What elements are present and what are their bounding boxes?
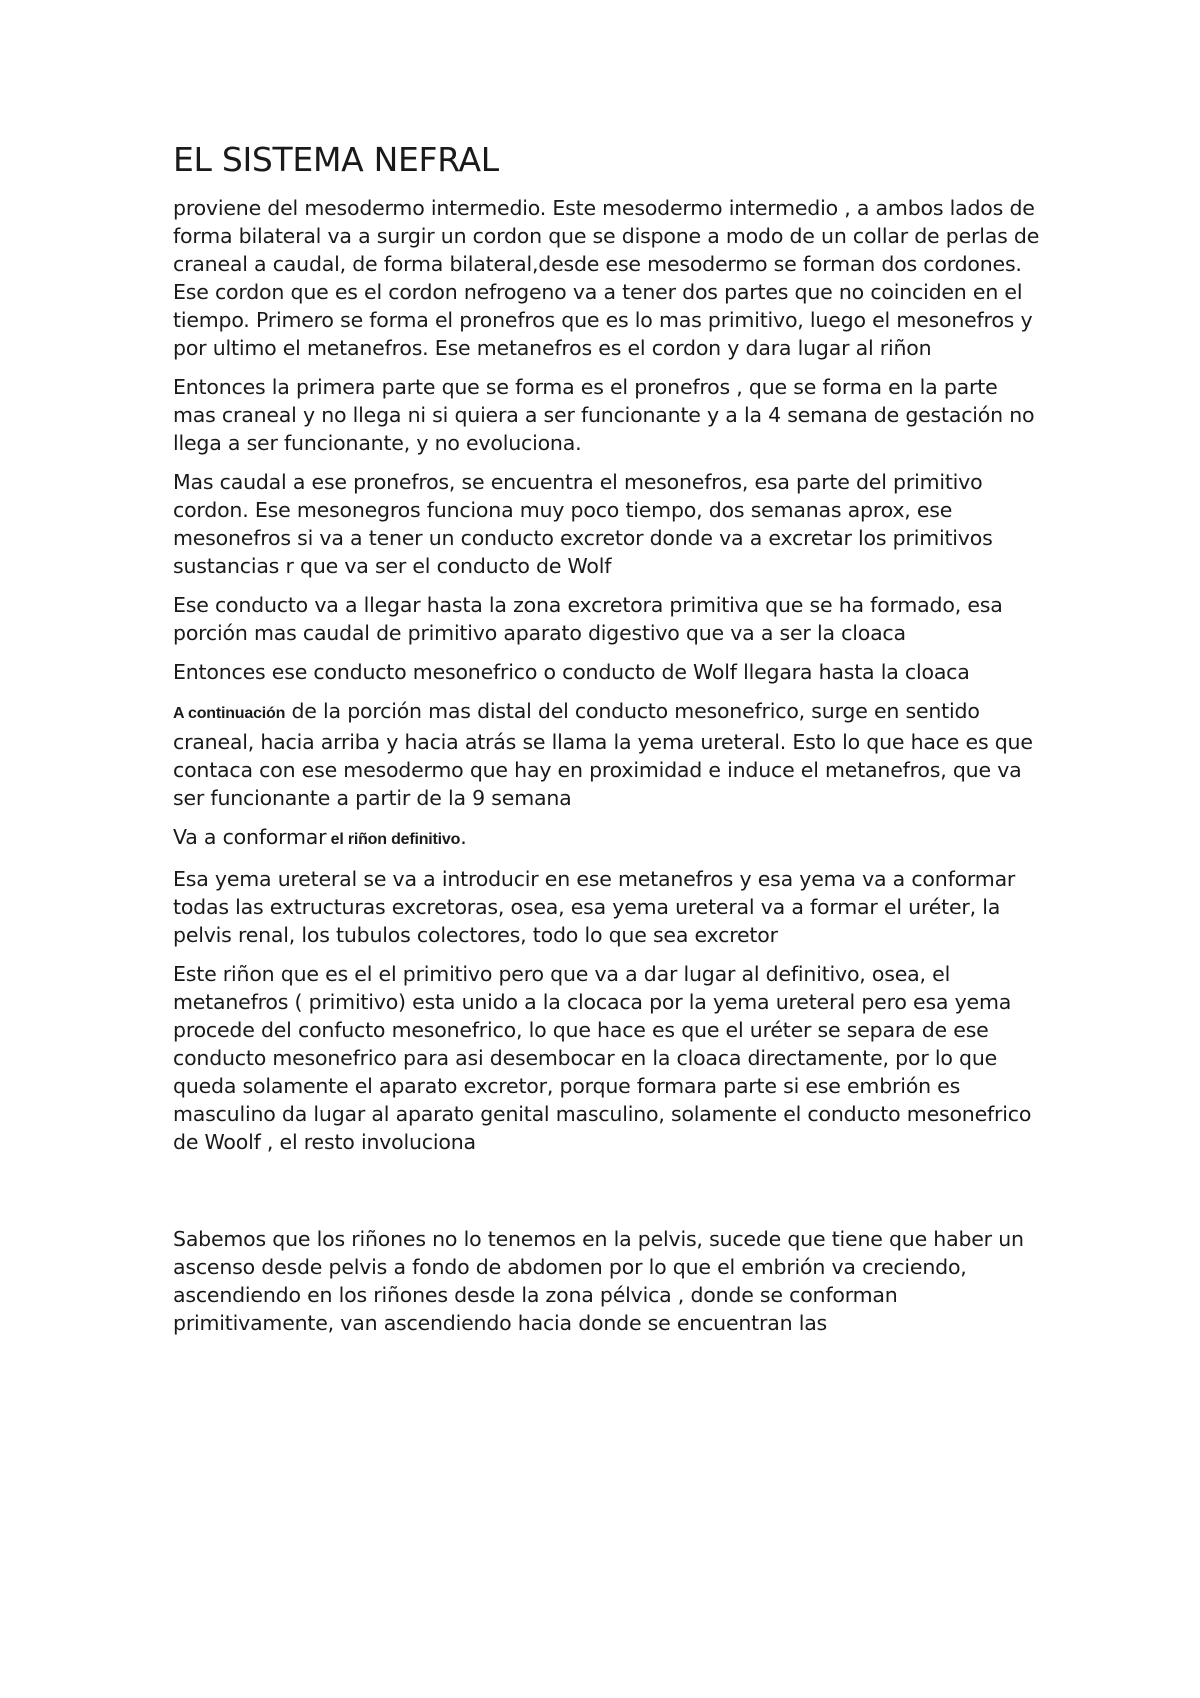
paragraph-10: Sabemos que los riñones no lo tenemos en la pelvis, sucede que tiene que haber un ascenso desde pelvis a fondo de abdomen por lo que el embrión va creciendo, ascendiendo en los riñones desde la zona pélvica , donde se conforman primitivamente, van ascendiendo hacia donde se encuentran las [173,1226,1024,1335]
document-title: EL SISTEMA NEFRAL [173,140,499,179]
paragraph-5: Entonces ese conducto mesonefrico o conducto de Wolf llegara hasta la cloaca [173,659,970,684]
paragraph-6-lead: A continuación [173,704,286,722]
paragraph-6 [173,697,1043,812]
paragraph-3: Mas caudal a ese pronefros, se encuentra el mesonefros, esa parte del primitivo cordon. Ese mesonegros funciona muy poco tiempo, dos semanas aprox, ese mesonefros si va a tener un conducto excretor donde va a excretar los primitivos sustancias r que va ser el conducto de Wolf [173,469,993,578]
paragraph-7 [173,823,1043,854]
paragraph-7-lead: Va a conformar [173,824,327,849]
paragraph-4: Ese conducto va a llegar hasta la zona excretora primitiva que se ha formado, esa porción mas caudal de primitivo aparato digestivo que va a ser la cloaca [173,592,1003,645]
paragraph-9: Este riñon que es el el primitivo pero que va a dar lugar al definitivo, osea, el metanefros ( primitivo) esta unido a la clocaca por la yema ureteral pero esa yema procede del confucto mesonefrico, lo que hace es que el uréter se separa de ese conducto mesonefrico para asi desembocar en la cloaca directamente, por lo que queda solamente el aparato excretor, porque formara parte si ese embrión es masculino da lugar al aparato genital masculino, solamente el conducto mesonefrico de Woolf , el resto involuciona [173,961,1032,1154]
paragraph-6-text: de la porción mas distal del conducto mesonefrico, surge en sentido craneal, hacia arriba y hacia atrás se llama la yema ureteral. Esto lo que hace es que contaca con ese mesodermo que hay en proximidad e induce el metanefros, que va ser funcionante a partir de la 9 semana [173,698,1033,810]
paragraph-2: Entonces la primera parte que se forma es el pronefros , que se forma en la parte mas craneal y no llega ni si quiera a ser funcionante y a la 4 semana de gestación no llega a ser funcionante, y no evoluciona. [173,374,1035,455]
paragraph-7-end: . [460,824,467,849]
document-body [173,140,1043,1348]
paragraph-8: Esa yema ureteral se va a introducir en ese metanefros y esa yema va a conformar todas las extructuras excretoras, osea, esa yema ureteral va a formar el uréter, la pelvis renal, los tubulos colectores, todo lo que sea excretor [173,866,1016,947]
paragraph-1: proviene del mesodermo intermedio. Este mesodermo intermedio , a ambos lados de forma bilateral va a surgir un cordon que se dispone a modo de un collar de perlas de craneal a caudal, de forma bilateral,desde ese mesodermo se forman dos cordones. Ese cordon que es el cordon nefrogeno va a tener dos partes que no coinciden en el tiempo. Primero se forma el pronefros que es lo mas primitivo, luego el mesonefros y por ultimo el metanefros. Ese metanefros es el cordon y dara lugar al riñon [173,195,1040,360]
paragraph-7-text: el riñon definitivo [326,830,461,848]
blank-line [173,1167,1043,1225]
